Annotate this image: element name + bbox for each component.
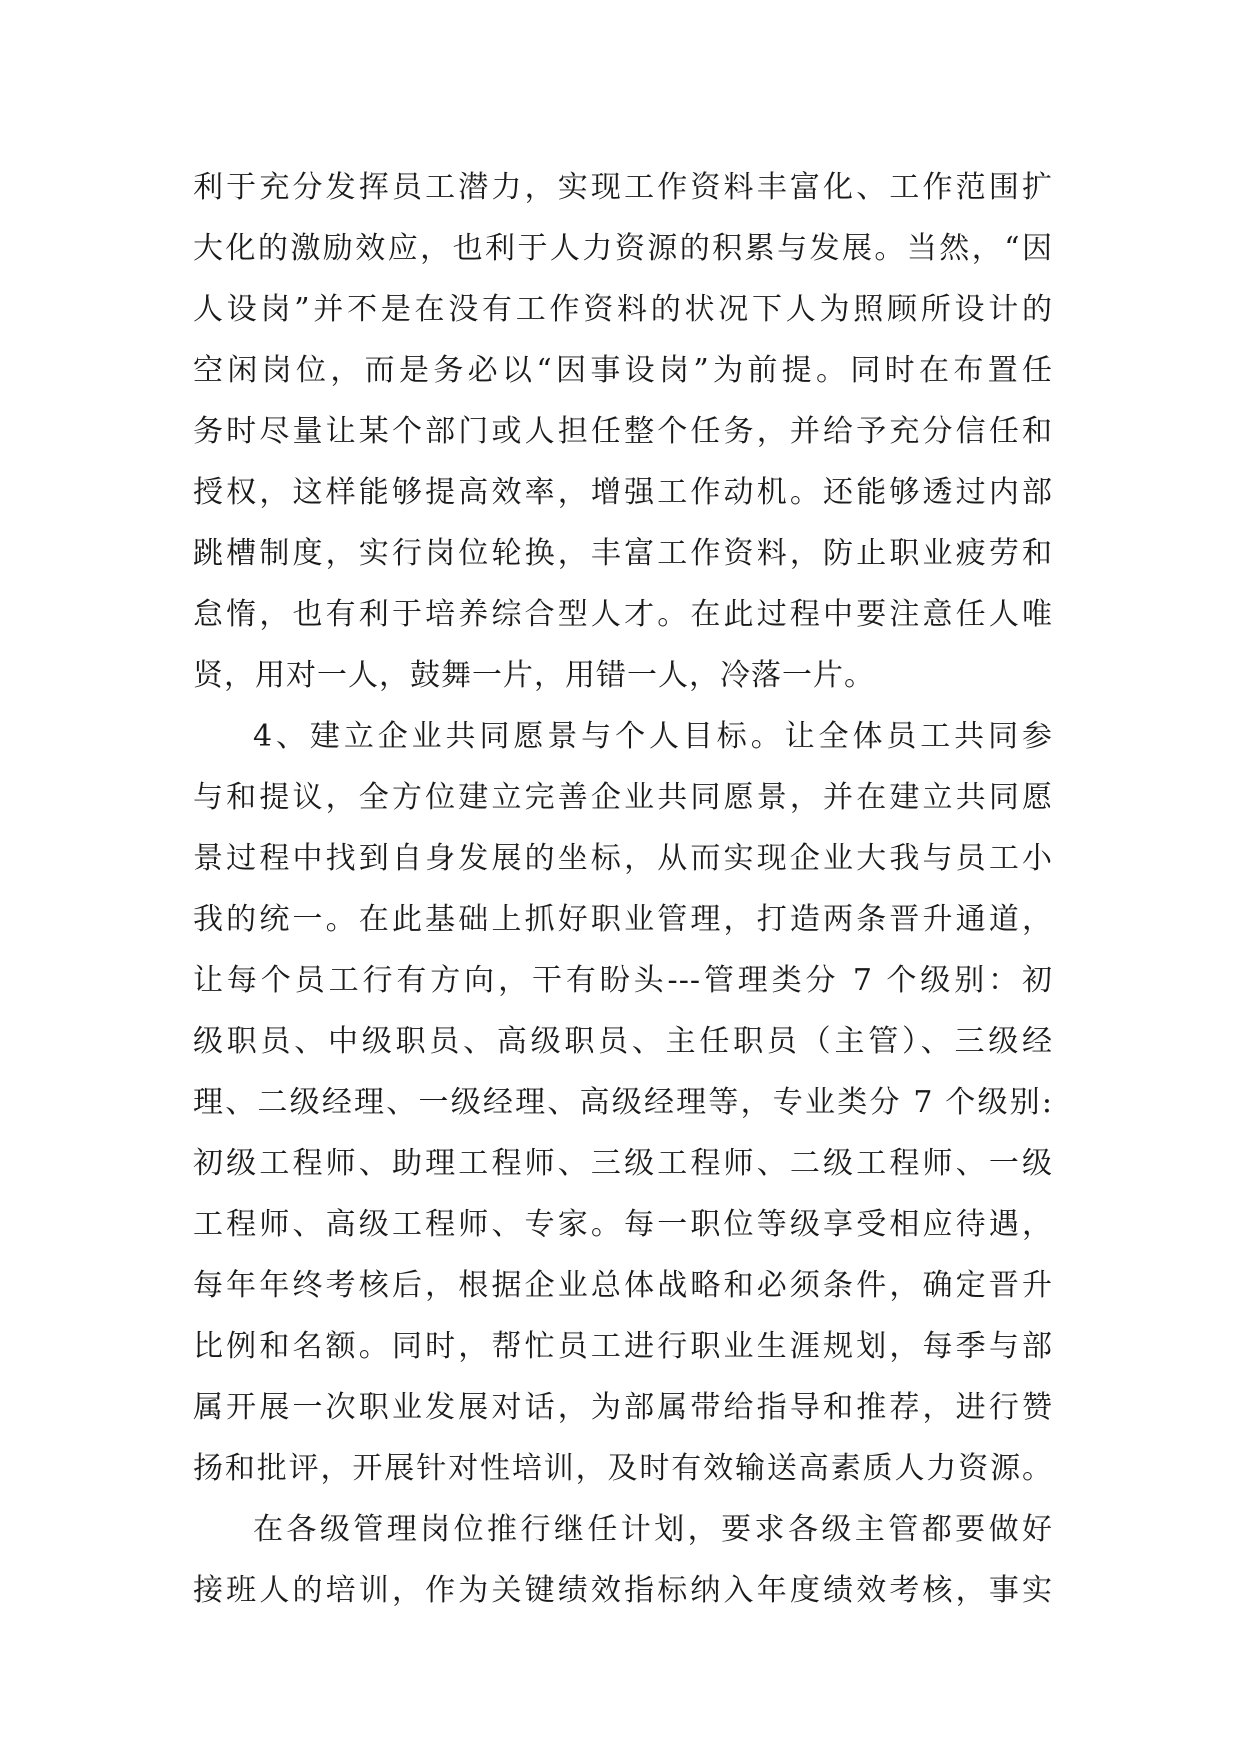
paragraph [193, 1499, 1053, 1621]
text-line: 务时尽量让某个部门或人担任整个任务，并给予充分信任和 [193, 414, 1053, 449]
paragraph [193, 157, 1053, 706]
text-line: 大化的激励效应，也利于人力资源的积累与发展。当然，“因 [193, 231, 1053, 266]
text-line: 跳槽制度，实行岗位轮换，丰富工作资料，防止职业疲劳和 [193, 536, 1053, 571]
paragraph [193, 706, 1053, 1499]
text-line: 怠惰，也有利于培养综合型人才。在此过程中要注意任人唯 [193, 597, 1053, 632]
text-line: 与和提议，全方位建立完善企业共同愿景，并在建立共同愿 [193, 780, 1053, 815]
text-line: 理、二级经理、一级经理、高级经理等，专业类分 7 个级别: [193, 1085, 1053, 1120]
body-text [193, 157, 1053, 1621]
text-line: 每年年终考核后，根据企业总体战略和必须条件，确定晋升 [193, 1268, 1053, 1303]
text-line: 属开展一次职业发展对话，为部属带给指导和推荐，进行赞 [193, 1390, 1053, 1425]
text-line: 工程师、高级工程师、专家。每一职位等级享受相应待遇， [193, 1207, 1053, 1242]
text-line: 授权，这样能够提高效率，增强工作动机。还能够透过内部 [193, 475, 1053, 510]
text-line: 扬和批评，开展针对性培训，及时有效输送高素质人力资源。 [193, 1451, 1053, 1486]
text-line: 空闲岗位，而是务必以“因事设岗”为前提。同时在布置任 [193, 353, 1053, 388]
text-line: 景过程中找到自身发展的坐标，从而实现企业大我与员工小 [193, 841, 1053, 876]
text-line: 初级工程师、助理工程师、三级工程师、二级工程师、一级 [193, 1146, 1053, 1181]
text-line: 4、建立企业共同愿景与个人目标。让全体员工共同参 [253, 719, 1053, 754]
text-line: 利于充分发挥员工潜力，实现工作资料丰富化、工作范围扩 [193, 170, 1053, 205]
text-line: 接班人的培训，作为关键绩效指标纳入年度绩效考核，事实 [193, 1573, 1053, 1608]
text-line: 让每个员工行有方向，干有盼头---管理类分 7 个级别：初 [193, 963, 1053, 998]
text-line: 比例和名额。同时，帮忙员工进行职业生涯规划，每季与部 [193, 1329, 1053, 1364]
text-line: 人设岗”并不是在没有工作资料的状况下人为照顾所设计的 [193, 292, 1053, 327]
text-line: 我的统一。在此基础上抓好职业管理，打造两条晋升通道， [193, 902, 1053, 937]
text-line: 贤，用对一人，鼓舞一片，用错一人，冷落一片。 [193, 658, 875, 693]
text-line: 级职员、中级职员、高级职员、主任职员（主管）、三级经 [193, 1024, 1053, 1059]
text-line: 在各级管理岗位推行继任计划，要求各级主管都要做好 [253, 1512, 1053, 1547]
